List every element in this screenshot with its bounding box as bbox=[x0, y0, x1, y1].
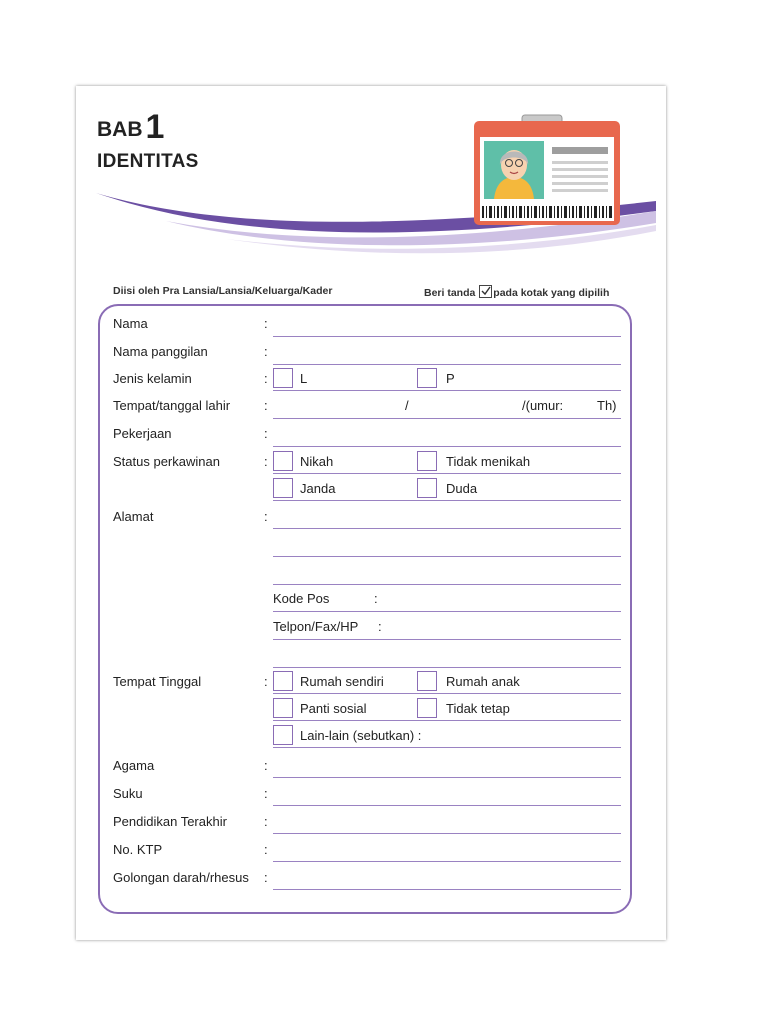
residence-rumah-anak-label: Rumah anak bbox=[446, 674, 520, 689]
residence-label: Tempat Tinggal bbox=[113, 674, 202, 689]
form-page bbox=[76, 86, 666, 940]
nickname-label: Nama panggilan bbox=[113, 344, 208, 359]
chapter-heading: BAB1 bbox=[97, 108, 165, 146]
residence-panti-sosial-checkbox[interactable] bbox=[273, 698, 293, 718]
colon: : bbox=[264, 316, 268, 331]
postal-code-field[interactable] bbox=[273, 611, 621, 612]
colon: : bbox=[264, 509, 268, 524]
instruction-note: Beri tanda pada kotak yang dipilih bbox=[424, 287, 610, 299]
age-suffix: Th) bbox=[597, 398, 617, 413]
colon: : bbox=[264, 842, 268, 857]
gender-l-label: L bbox=[300, 371, 308, 386]
ktp-label: No. KTP bbox=[113, 842, 163, 857]
blood-type-field[interactable] bbox=[273, 889, 621, 890]
residence-rumah-sendiri-label: Rumah sendiri bbox=[300, 674, 384, 689]
colon: : bbox=[378, 619, 382, 634]
colon: : bbox=[264, 371, 268, 386]
ktp-field[interactable] bbox=[273, 861, 621, 862]
gender-p-label: P bbox=[446, 371, 455, 386]
marital-duda-checkbox[interactable] bbox=[417, 478, 437, 498]
id-card-illustration bbox=[472, 113, 622, 229]
colon: : bbox=[264, 344, 268, 359]
nickname-field[interactable] bbox=[273, 364, 621, 365]
residence-lain-lain-checkbox[interactable] bbox=[273, 725, 293, 745]
age-prefix: /(umur: bbox=[522, 398, 564, 413]
ethnicity-field[interactable] bbox=[273, 805, 621, 806]
phone-field[interactable] bbox=[273, 639, 621, 640]
religion-field[interactable] bbox=[273, 777, 621, 778]
page-title: IDENTITAS bbox=[97, 151, 199, 172]
marital-duda-label: Duda bbox=[446, 481, 478, 496]
gender-p-checkbox[interactable] bbox=[417, 368, 437, 388]
gender-l-checkbox[interactable] bbox=[273, 368, 293, 388]
address-line-extra[interactable] bbox=[273, 667, 621, 668]
education-label: Pendidikan Terakhir bbox=[113, 814, 227, 829]
identity-form bbox=[98, 304, 632, 914]
residence-rumah-sendiri-checkbox[interactable] bbox=[273, 671, 293, 691]
occupation-label: Pekerjaan bbox=[113, 426, 172, 441]
marital-janda-label: Janda bbox=[300, 481, 336, 496]
residence-underline bbox=[273, 720, 621, 721]
postal-code-label: Kode Pos bbox=[273, 591, 330, 606]
colon: : bbox=[264, 674, 268, 689]
marital-tidak-menikah-label: Tidak menikah bbox=[446, 454, 531, 469]
marital-label: Status perkawinan bbox=[113, 454, 220, 469]
colon: : bbox=[264, 454, 268, 469]
residence-panti-sosial-label: Panti sosial bbox=[300, 701, 367, 716]
birth-label: Tempat/tanggal lahir bbox=[113, 398, 231, 413]
residence-lain-lain-label: Lain-lain (sebutkan) : bbox=[300, 728, 422, 743]
address-label: Alamat bbox=[113, 509, 154, 524]
name-label: Nama bbox=[113, 316, 148, 331]
address-line-3[interactable] bbox=[273, 584, 621, 585]
ethnicity-label: Suku bbox=[113, 786, 143, 801]
colon: : bbox=[264, 814, 268, 829]
name-field[interactable] bbox=[273, 336, 621, 337]
religion-label: Agama bbox=[113, 758, 155, 773]
education-field[interactable] bbox=[273, 833, 621, 834]
colon: : bbox=[264, 870, 268, 885]
birth-slash: / bbox=[405, 398, 409, 413]
marital-underline bbox=[273, 500, 621, 501]
marital-tidak-menikah-checkbox[interactable] bbox=[417, 451, 437, 471]
colon: : bbox=[374, 591, 378, 606]
birth-field[interactable] bbox=[273, 418, 621, 419]
residence-tidak-tetap-checkbox[interactable] bbox=[417, 698, 437, 718]
colon: : bbox=[264, 426, 268, 441]
checkbox-example-icon bbox=[479, 285, 492, 298]
address-line-2[interactable] bbox=[273, 556, 621, 557]
residence-underline bbox=[273, 693, 621, 694]
phone-label: Telpon/Fax/HP bbox=[273, 619, 359, 634]
colon: : bbox=[264, 398, 268, 413]
gender-underline bbox=[273, 390, 621, 391]
address-line-1[interactable] bbox=[273, 528, 621, 529]
marital-nikah-label: Nikah bbox=[300, 454, 334, 469]
residence-other-field[interactable] bbox=[273, 747, 621, 748]
colon: : bbox=[264, 786, 268, 801]
marital-janda-checkbox[interactable] bbox=[273, 478, 293, 498]
colon: : bbox=[264, 758, 268, 773]
marital-nikah-checkbox[interactable] bbox=[273, 451, 293, 471]
residence-rumah-anak-checkbox[interactable] bbox=[417, 671, 437, 691]
marital-underline bbox=[273, 473, 621, 474]
blood-type-label: Golongan darah/rhesus bbox=[113, 870, 249, 885]
gender-label: Jenis kelamin bbox=[113, 371, 192, 386]
residence-tidak-tetap-label: Tidak tetap bbox=[446, 701, 510, 716]
occupation-field[interactable] bbox=[273, 446, 621, 447]
fill-by-note: Diisi oleh Pra Lansia/Lansia/Keluarga/Kader bbox=[113, 285, 333, 297]
